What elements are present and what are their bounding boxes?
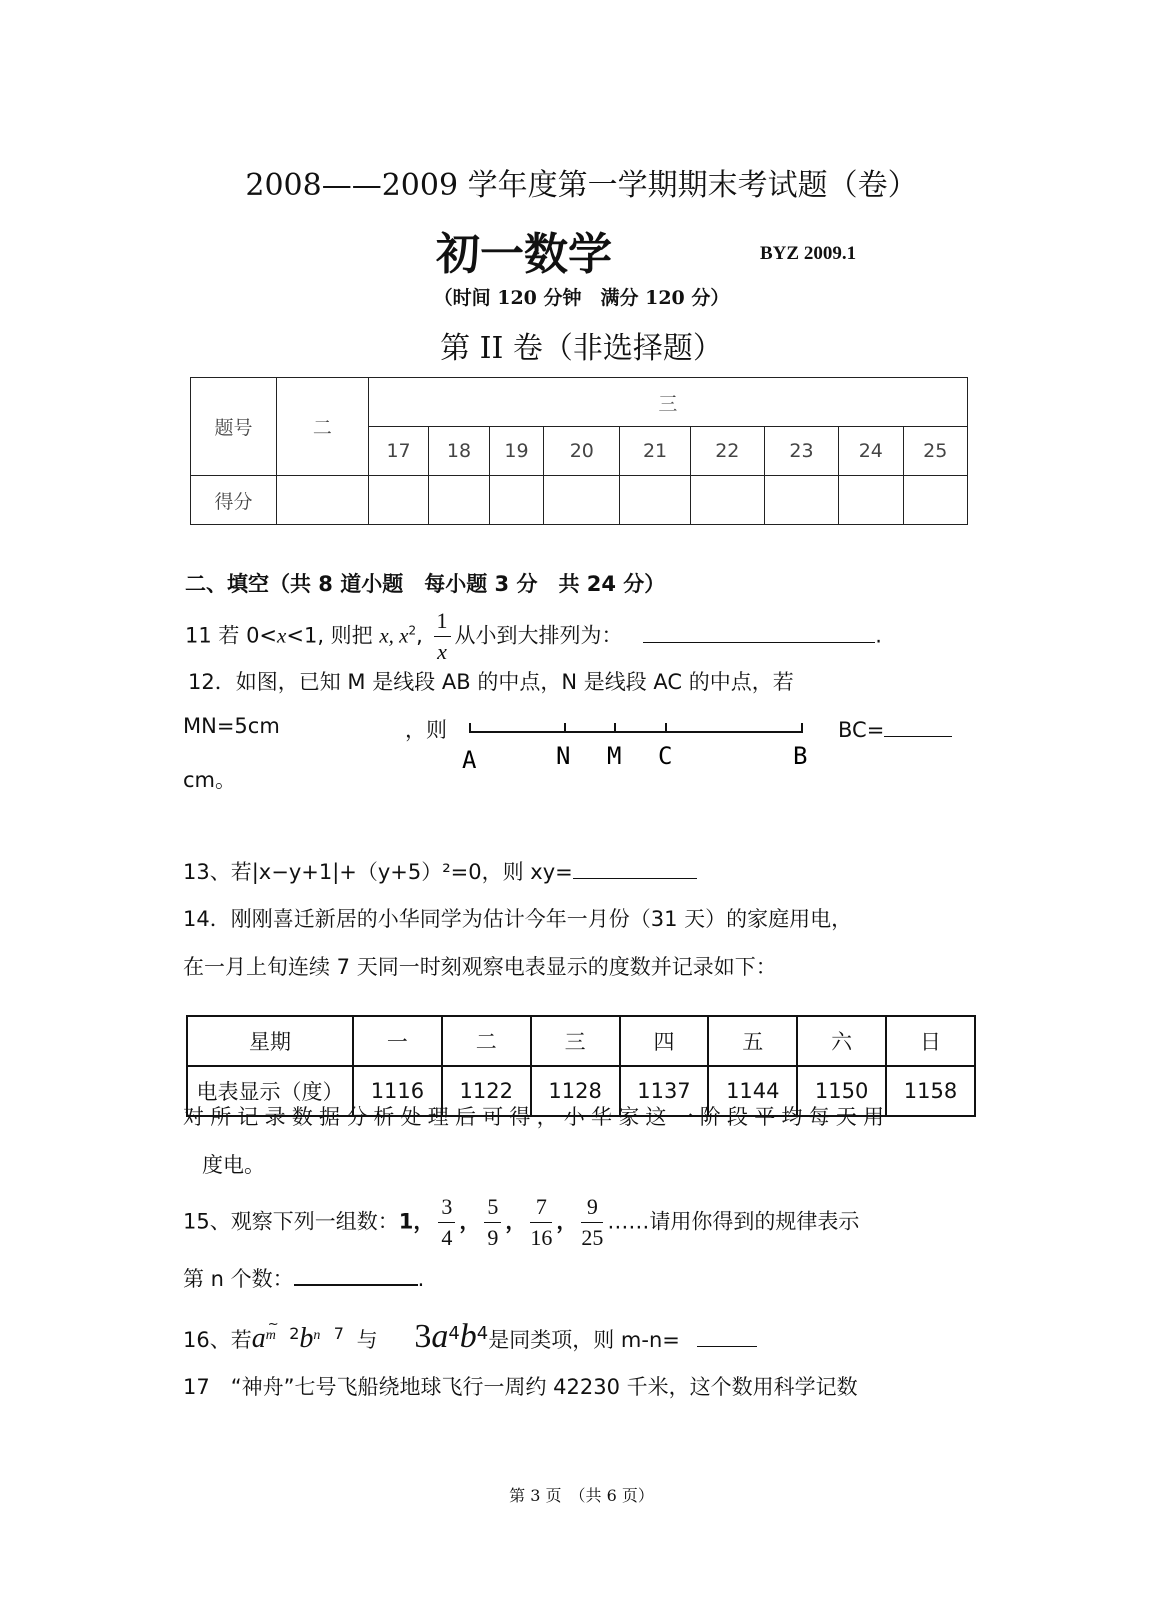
meter-row-label: 星期 (187, 1016, 353, 1066)
score-number: 24 (839, 427, 903, 476)
score-cell (368, 476, 428, 525)
point-label: M (607, 742, 622, 770)
score-cell (429, 476, 489, 525)
score-number: 21 (620, 427, 690, 476)
segment-figure (462, 716, 822, 774)
fraction: $\frac{7}{16}$ (530, 1194, 553, 1250)
answer-blank[interactable] (294, 1262, 418, 1286)
point-label: A (462, 746, 477, 774)
score-number: 20 (544, 427, 620, 476)
meter-day: 日 (886, 1016, 975, 1066)
meter-reading: 1144 (708, 1066, 797, 1116)
answer-blank[interactable] (573, 856, 697, 879)
meter-day: 一 (353, 1016, 442, 1066)
score-section-three: 三 (368, 378, 967, 427)
fraction: $\frac{5}{9}$ (484, 1192, 501, 1253)
meter-reading: 1137 (620, 1066, 709, 1116)
point-label: C (658, 742, 673, 770)
meter-reading: 1128 (531, 1066, 620, 1116)
meter-day: 二 (442, 1016, 531, 1066)
fraction: $\frac{3}{4}$ (438, 1192, 455, 1253)
score-number: 18 (429, 427, 489, 476)
score-cell (544, 476, 620, 525)
score-cell (839, 476, 903, 525)
question-16: 16、若$a^{m \sim}$ $^2b^n$ $^7$ 与 $3a^4b^4$是同类项，则 m-n= (183, 1318, 757, 1356)
meter-day: 五 (708, 1016, 797, 1066)
q12-then: ，则 (405, 718, 447, 742)
q12-mn: MN=5cm (183, 714, 280, 738)
score-number: 17 (368, 427, 428, 476)
exam-code: BYZ 2009.1 (760, 243, 857, 264)
answer-blank[interactable] (884, 714, 952, 737)
score-table (190, 377, 968, 525)
question-14-line1: 14．刚刚喜迁新居的小华同学为估计今年一月份（31 天）的家庭用电， (183, 907, 853, 931)
meter-reading: 1150 (797, 1066, 886, 1116)
score-cell (489, 476, 544, 525)
point-label: B (793, 742, 808, 770)
q12-bc: BC= (838, 714, 952, 742)
meter-reading: 1158 (886, 1066, 975, 1116)
score-section-two: 二 (276, 378, 368, 476)
volume-title: 第 II 卷（非选择题） (440, 331, 723, 366)
question-14-line3: 对所记录数据分析处理后可得，小华家这一阶段平均每天用 (183, 1105, 891, 1129)
question-17: 17 “神舟”七号飞船绕地球飞行一周约 42230 千米，这个数用科学记数 (183, 1375, 858, 1399)
meter-day: 四 (620, 1016, 709, 1066)
score-cell (276, 476, 368, 525)
score-row-label: 题号 (191, 378, 277, 476)
question-13: 13、若|x−y+1|+（y+5）²=0，则 xy= (183, 856, 697, 886)
score-cell (764, 476, 838, 525)
fraction-1-over-x: $\frac{1}{x}$ (434, 606, 451, 667)
q12-unit: cm。 (183, 768, 237, 792)
meter-day: 六 (797, 1016, 886, 1066)
score-number: 19 (489, 427, 544, 476)
time-note: （时间 120 分钟 满分 120 分） (433, 287, 730, 309)
section-heading: 二、填空（共 8 道小题 每小题 3 分 共 24 分） (185, 572, 666, 596)
score-number: 23 (764, 427, 838, 476)
question-14-line2: 在一月上旬连续 7 天同一时刻观察电表显示的度数并记录如下： (183, 955, 777, 979)
question-12: 12．如图，已知 M 是线段 AB 的中点，N 是线段 AC 的中点，若 (188, 670, 794, 694)
answer-blank[interactable] (643, 620, 875, 643)
meter-reading: 1122 (442, 1066, 531, 1116)
question-11: 11 若 0<x<1, 则把 x, $x^2$, $\frac{1}{x}$ 从小到大排列为： . (185, 606, 882, 667)
page-footer: 第 3 页 （共 6 页） (509, 1486, 654, 1505)
meter-day: 三 (531, 1016, 620, 1066)
score-cell (620, 476, 690, 525)
exam-title: 2008——2009 学年度第一学期期末考试题（卷） (245, 168, 918, 203)
meter-row-label: 电表显示（度） (187, 1066, 353, 1116)
score-cell (690, 476, 764, 525)
score-cell (903, 476, 968, 525)
answer-blank[interactable] (697, 1324, 757, 1347)
question-15: 15、观察下列一组数：1， $\frac{3}{4}$ ， $\frac{5}{9}$ ， $\frac{7}{16}$ ， $\frac{9}{25}$ ……请用你得到的规律表示 (183, 1192, 859, 1253)
meter-reading: 1116 (353, 1066, 442, 1116)
score-number: 22 (690, 427, 764, 476)
question-15-line2: 第 n 个数： . (183, 1262, 424, 1293)
question-14-line4: 度电。 (202, 1153, 265, 1177)
fraction: $\frac{9}{25}$ (581, 1194, 604, 1250)
point-label: N (556, 742, 571, 770)
score-label: 得分 (191, 476, 277, 525)
subject-title: 初一数学 (436, 229, 612, 280)
score-number: 25 (903, 427, 968, 476)
